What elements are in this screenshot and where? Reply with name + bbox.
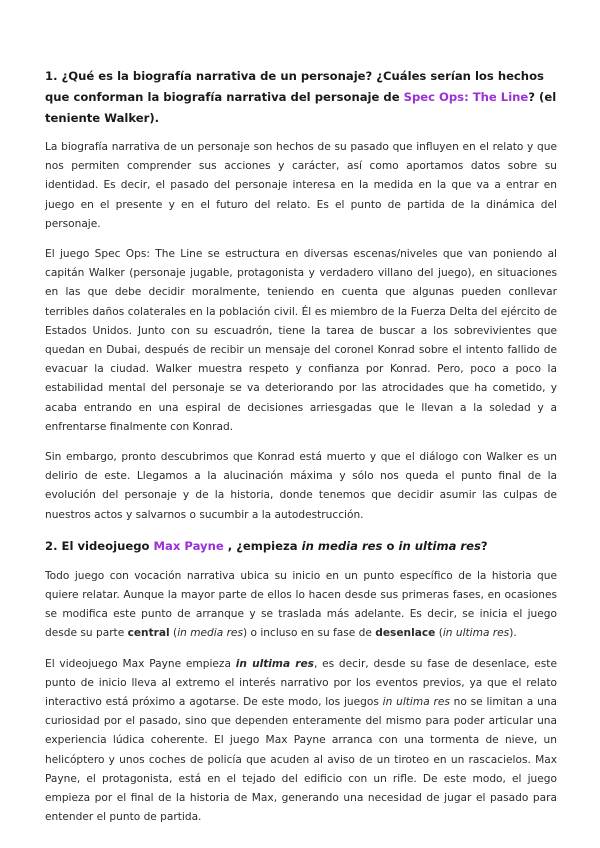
question-2-text-c: o [382, 538, 399, 553]
document-content [45, 66, 557, 839]
paragraph-4 [45, 567, 557, 644]
p4-italic-2: in ultima res [442, 627, 510, 640]
p4-italic-1: in media res [177, 627, 243, 640]
paragraph-1: La biografía narrativa de un personaje son hechos de su pasado que influyen en el relato y que nos permiten comprender sus acciones y carácter, así como aportamos datos sobre su identidad. Es decir, el pasado del personaje interesa en la medida en la que va a entrar en juego en el presente y en el futuro del relato. Es el punto de partida de la dinámica del personaje. [45, 141, 557, 230]
question-2-text-d: ? [480, 538, 488, 553]
question-1-text-a: ¿Qué es la biografía narrativa de un personaje? ¿Cuáles serían los hechos que conforman la biografía narrativa del personaje de [45, 69, 544, 104]
question-2-text-b: , ¿empieza [223, 538, 302, 553]
p5-text-b: , es decir, desde su fase de desenlace, este punto de inicio lleva al extremo el interés narrativo por los eventos previos, ya que el relato interactivo está próximo a agotarse. De este modo, los juegos [45, 657, 557, 709]
question-1-number: 1. [45, 69, 58, 83]
question-2-italic-1: in media res [301, 538, 383, 553]
p4-text-f: ). [509, 627, 517, 640]
paragraph-5 [45, 655, 557, 828]
p4-bold-desenlace: desenlace [375, 627, 436, 640]
question-1-text-b: ? (el teniente Walker). [45, 90, 557, 125]
question-2-text-a: El videojuego [61, 538, 154, 553]
paragraph-3: Sin embargo, pronto descubrimos que Konrad está muerto y que el diálogo con Walker es un delirio de este. Llegamos a la alucinación máxima y sólo nos queda el punto final de la evolución del personaje y de la historia, donde tenemos que decidir asumir las culpas de nuestros actos y salvarnos o sucumbir a la autodestrucción. [45, 451, 557, 521]
p4-text-e: ( [435, 627, 443, 640]
question-2-heading [45, 536, 557, 557]
question-2-italic-2: in ultima res [398, 538, 481, 553]
p5-bold-italic: in ultima res [235, 657, 314, 670]
p4-text-d: ) o incluso en su fase de [242, 627, 376, 640]
question-2-highlight: Max Payne [153, 538, 224, 553]
p4-text-c: ( [169, 627, 178, 640]
p5-italic: in ultima res [382, 696, 450, 709]
paragraph-2: El juego Spec Ops: The Line se estructura en diversas escenas/niveles que van poniendo al capitán Walker (personaje jugable, protagonista y verdadero villano del juego), en situaciones en las que debe decidir moralmente, teniendo en cuenta que algunas pueden conllevar terribles daños colaterales en la población civil. Él es miembro de la Fuerza Delta del ejército de Estados Unidos. Junto con su escuadrón, tiene la tarea de buscar a los sobrevivientes que quedan en Dubai, después de recibir un mensaje del coronel Konrad sobre el intento fallido de evacuar la ciudad. Walker muestra respeto y confianza por Konrad. Pero, poco a poco la estabilidad mental del personaje se va deteriorando por las atrocidades que ha cometido, y acaba entrando en una espiral de decisiones arriesgadas que le llevan a la soledad y a enfrentarse finalmente con Konrad. [45, 248, 557, 433]
p4-bold-central: central [127, 627, 170, 640]
p5-text-c: no se limitan a una curiosidad por el pasado, sino que dependen enteramente del mismo para poder articular una experiencia lúdica coherente. El juego Max Payne arranca con una tormenta de nieve, un helicóptero y unos coches de policía que acuden al aviso de un tiroteo en un rascacielos. Max Payne, el protagonista, está en el tejado del edificio con un rifle. De este modo, el juego empieza por el final de la historia de Max, generando una necesidad de jugar el pasado para entender el punto de partida. [45, 696, 557, 824]
question-1-heading [45, 66, 557, 129]
p5-text-a: El videojuego Max Payne empieza [45, 657, 236, 670]
question-1-highlight: Spec Ops: The Line [403, 90, 529, 104]
question-2-number: 2. [45, 538, 58, 553]
p4-text-a: Todo juego con vocación narrativa ubica su inicio en un punto específico de la historia que quiere relatar. Aunque la mayor parte de ellos lo hacen desde sus primeras fases, en ocasiones se modifica este punto de arranque y se traslada más adelante. Es decir, se inicia el juego desde su parte [45, 569, 557, 640]
